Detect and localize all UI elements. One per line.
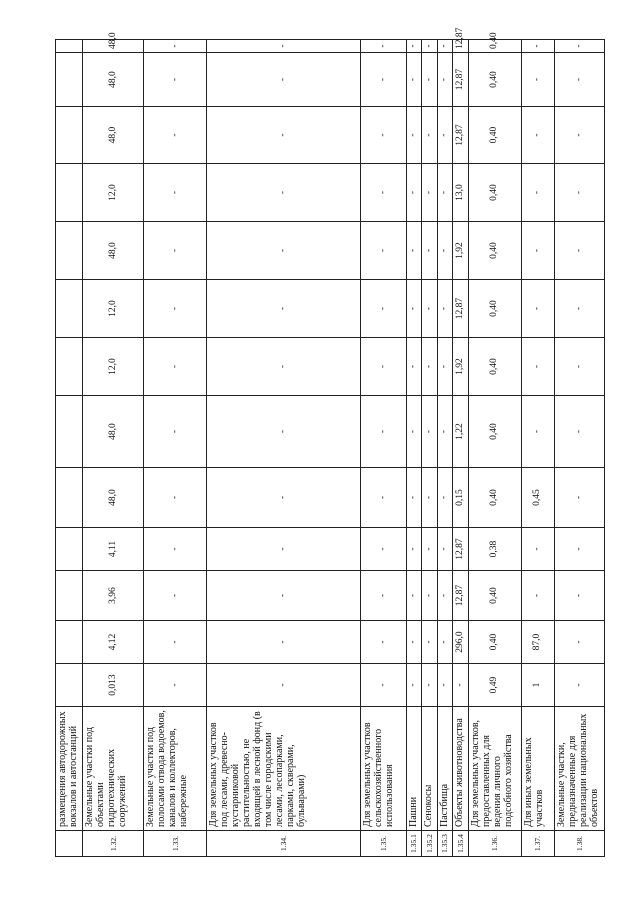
rate-cell: -: [437, 164, 452, 222]
rate-cell: 4,11: [82, 528, 144, 571]
rate-cell: -: [207, 396, 361, 468]
rate-cell: -: [207, 40, 361, 53]
row-land-category: Земельные участки под объектами гидротехнических сооружений: [82, 707, 144, 831]
rate-cell: 4,12: [82, 621, 144, 664]
rate-cell: 0,45: [521, 468, 554, 528]
rate-cell: -: [360, 528, 406, 571]
rate-cell: -: [360, 107, 406, 164]
row-land-category: Для иных земельных участков: [521, 707, 554, 831]
row-land-category: Для земельных участков, предоставленных для ведения личного подсобного хозяйства: [468, 707, 521, 831]
rate-cell: -: [421, 338, 437, 396]
rate-cell: -: [554, 107, 604, 164]
rate-cell: -: [437, 40, 452, 53]
rate-cell: 12,87: [452, 280, 468, 338]
rate-cell: 0,40: [468, 338, 521, 396]
rate-cell: 0,40: [468, 280, 521, 338]
table-row: [360, 40, 406, 857]
rate-cell: -: [144, 164, 207, 222]
row-number: 1.32.: [82, 831, 144, 857]
table-row: [207, 40, 361, 857]
rate-cell: 48,0: [82, 222, 144, 280]
table-row: [144, 40, 207, 857]
rate-cell: -: [437, 53, 452, 107]
rate-cell: -: [207, 280, 361, 338]
rate-cell: -: [554, 468, 604, 528]
rate-cell: -: [406, 468, 421, 528]
rotated-table-wrapper: [55, 27, 605, 857]
rate-cell: -: [144, 571, 207, 621]
rate-cell: -: [360, 396, 406, 468]
rate-cell: -: [360, 53, 406, 107]
rate-cell: -: [360, 280, 406, 338]
rate-cell: -: [207, 664, 361, 707]
rate-cell: [56, 664, 83, 707]
rate-cell: 48,0: [82, 468, 144, 528]
rate-cell: -: [144, 664, 207, 707]
rate-cell: -: [554, 396, 604, 468]
rate-cell: -: [437, 338, 452, 396]
rate-cell: [56, 571, 83, 621]
rate-cell: [56, 468, 83, 528]
rate-cell: -: [360, 664, 406, 707]
rate-cell: -: [144, 468, 207, 528]
row-number: 1.35.1: [406, 831, 421, 857]
rate-cell: -: [406, 571, 421, 621]
rate-cell: -: [406, 280, 421, 338]
rate-cell: 296,0: [452, 621, 468, 664]
rate-cell: -: [144, 338, 207, 396]
rate-cell: -: [421, 164, 437, 222]
rate-cell: -: [437, 396, 452, 468]
rate-cell: -: [437, 107, 452, 164]
rate-cell: 1,92: [452, 222, 468, 280]
rate-cell: 0,40: [468, 222, 521, 280]
rate-cell: -: [437, 571, 452, 621]
row-land-category: Земельные участки под полосами отвода водоемов, каналов и коллекторов, набережные: [144, 707, 207, 831]
rate-cell: [56, 164, 83, 222]
rate-cell: -: [521, 396, 554, 468]
rate-cell: -: [554, 621, 604, 664]
rate-cell: -: [207, 571, 361, 621]
row-land-category: Для земельных участков сельскохозяйственного использования: [360, 707, 406, 831]
rate-cell: 87,0: [521, 621, 554, 664]
rate-cell: 12,0: [82, 338, 144, 396]
rate-cell: -: [421, 664, 437, 707]
rate-cell: -: [207, 528, 361, 571]
rate-cell: -: [521, 338, 554, 396]
rate-cell: 12,87: [452, 528, 468, 571]
rate-cell: -: [406, 164, 421, 222]
rate-cell: -: [360, 621, 406, 664]
rate-cell: 0,49: [468, 664, 521, 707]
rate-cell: -: [406, 338, 421, 396]
rate-cell: -: [452, 664, 468, 707]
rate-cell: -: [144, 222, 207, 280]
rate-cell: -: [360, 571, 406, 621]
row-number: 1.35.: [360, 831, 406, 857]
rate-cell: -: [437, 468, 452, 528]
rate-cell: -: [437, 528, 452, 571]
rate-cell: -: [554, 222, 604, 280]
rate-cell: -: [207, 164, 361, 222]
rate-cell: 12,87: [452, 571, 468, 621]
rate-cell: [56, 396, 83, 468]
rate-cell: 0,38: [468, 528, 521, 571]
rate-cell: -: [554, 664, 604, 707]
rate-cell: -: [521, 40, 554, 53]
rate-cell: 1,92: [452, 338, 468, 396]
row-land-category: Сенокосы: [421, 707, 437, 831]
rate-cell: -: [360, 338, 406, 396]
table-row: [56, 40, 83, 857]
row-land-category: Для земельных участков под лесами, древесно- кустарниковой растительностью, не входящей в лесной фонд (в том числе городскими лесами, лесопарками, парками, скверами, бульварами): [207, 707, 361, 831]
table-row: [406, 40, 421, 857]
table-row: [421, 40, 437, 857]
rate-cell: -: [554, 53, 604, 107]
rate-cell: -: [406, 664, 421, 707]
rate-cell: -: [207, 468, 361, 528]
row-number: 1.37.: [521, 831, 554, 857]
row-land-category: Объекты животноводства: [452, 707, 468, 831]
rate-cell: 12,87: [452, 107, 468, 164]
rate-cell: 0,40: [468, 53, 521, 107]
rate-cell: -: [144, 40, 207, 53]
rate-cell: 12,0: [82, 164, 144, 222]
rate-cell: -: [437, 280, 452, 338]
row-number: 1.34.: [207, 831, 361, 857]
rate-cell: -: [421, 528, 437, 571]
rate-cell: -: [360, 468, 406, 528]
rate-cell: [56, 53, 83, 107]
rate-cell: -: [421, 468, 437, 528]
rate-cell: -: [437, 621, 452, 664]
row-number: 1.33.: [144, 831, 207, 857]
rate-cell: -: [406, 40, 421, 53]
rate-cell: -: [207, 338, 361, 396]
rate-cell: 3,96: [82, 571, 144, 621]
rate-cell: -: [207, 53, 361, 107]
rate-cell: 0,013: [82, 664, 144, 707]
row-number: 1.36.: [468, 831, 521, 857]
rate-cell: 48,0: [82, 107, 144, 164]
table-row: [468, 40, 521, 857]
tariff-table: [55, 27, 605, 857]
rate-cell: -: [437, 664, 452, 707]
rate-cell: -: [554, 528, 604, 571]
rate-cell: -: [421, 280, 437, 338]
rate-cell: -: [144, 107, 207, 164]
table-row: [452, 40, 468, 857]
rate-cell: 0,40: [468, 40, 521, 53]
rate-cell: -: [554, 40, 604, 53]
rate-cell: [56, 338, 83, 396]
rate-cell: -: [521, 528, 554, 571]
rate-cell: 0,40: [468, 107, 521, 164]
rate-cell: -: [421, 53, 437, 107]
rate-cell: 1,22: [452, 396, 468, 468]
table-row: [437, 40, 452, 857]
rate-cell: 0,40: [468, 571, 521, 621]
rate-cell: -: [144, 280, 207, 338]
rate-cell: 12,87: [452, 53, 468, 107]
rate-cell: -: [421, 107, 437, 164]
rate-cell: -: [144, 528, 207, 571]
row-land-category: размещения автодорожных вокзалов и автостанций: [56, 707, 83, 831]
rate-cell: 0,40: [468, 164, 521, 222]
rate-cell: -: [421, 396, 437, 468]
rate-cell: -: [554, 280, 604, 338]
rate-cell: 48,0: [82, 40, 144, 53]
table-row: [82, 40, 144, 857]
row-number: 1.35.2: [421, 831, 437, 857]
rate-cell: [56, 528, 83, 571]
rate-cell: -: [207, 621, 361, 664]
rate-cell: -: [521, 107, 554, 164]
row-number: 1.35.3: [437, 831, 452, 857]
rate-cell: -: [406, 53, 421, 107]
rate-cell: [56, 280, 83, 338]
rate-cell: -: [207, 222, 361, 280]
rate-cell: -: [207, 107, 361, 164]
rate-cell: -: [406, 528, 421, 571]
rate-cell: 0,40: [468, 468, 521, 528]
row-land-category: Пастбища: [437, 707, 452, 831]
rate-cell: -: [360, 40, 406, 53]
rate-cell: -: [144, 396, 207, 468]
rate-cell: 12,0: [82, 280, 144, 338]
rate-cell: 48,0: [82, 53, 144, 107]
rate-cell: [56, 40, 83, 53]
rate-cell: -: [360, 164, 406, 222]
rate-cell: [56, 621, 83, 664]
table-row: [521, 40, 554, 857]
row-land-category: Пашни: [406, 707, 421, 831]
row-land-category: Земельные участки, предназначенные для реализации национальных объектов: [554, 707, 604, 831]
rate-cell: -: [521, 222, 554, 280]
row-number: 1.38.: [554, 831, 604, 857]
rate-cell: 1: [521, 664, 554, 707]
rate-cell: -: [144, 621, 207, 664]
rate-cell: -: [521, 571, 554, 621]
rate-cell: 0,40: [468, 621, 521, 664]
rate-cell: [56, 222, 83, 280]
rate-cell: -: [437, 222, 452, 280]
rate-cell: -: [554, 338, 604, 396]
rate-cell: -: [421, 621, 437, 664]
rate-cell: -: [521, 53, 554, 107]
rate-cell: -: [554, 164, 604, 222]
rate-cell: -: [406, 222, 421, 280]
rate-cell: 0,40: [468, 396, 521, 468]
rate-cell: -: [360, 222, 406, 280]
table-row: [554, 40, 604, 857]
rate-cell: -: [421, 571, 437, 621]
rate-cell: -: [521, 164, 554, 222]
row-number: [56, 831, 83, 857]
rate-cell: 48,0: [82, 396, 144, 468]
rate-cell: -: [406, 396, 421, 468]
rate-cell: -: [406, 107, 421, 164]
rate-cell: -: [144, 53, 207, 107]
rate-cell: -: [406, 621, 421, 664]
rate-cell: -: [521, 280, 554, 338]
rate-cell: [56, 107, 83, 164]
rate-cell: -: [554, 571, 604, 621]
rate-cell: -: [421, 222, 437, 280]
rate-cell: -: [421, 40, 437, 53]
rate-cell: 12,87: [452, 40, 468, 53]
rate-cell: 13,0: [452, 164, 468, 222]
row-number: 1.35.4: [452, 831, 468, 857]
rate-cell: 0,15: [452, 468, 468, 528]
